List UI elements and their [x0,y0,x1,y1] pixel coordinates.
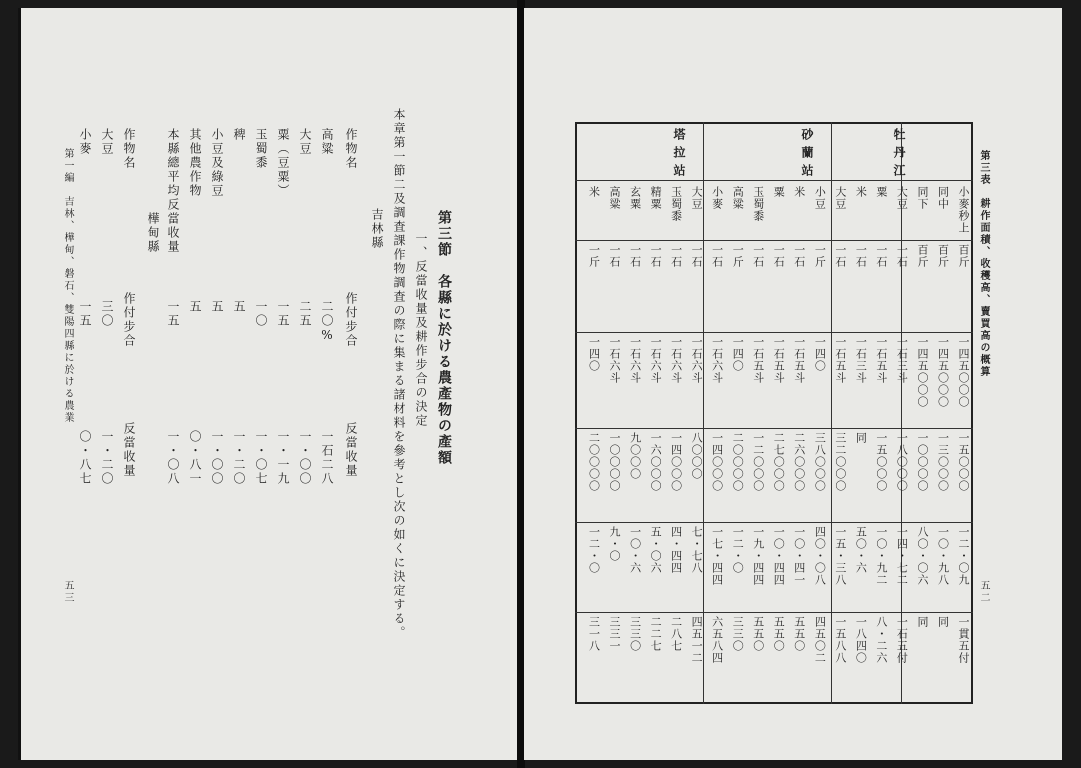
table-value: 一五〇〇〇 [874,432,888,492]
table-value: 一九・四四 [751,526,765,586]
table-value: 一四〇 [813,336,827,372]
table-value: 一二〇〇〇 [751,432,765,492]
header-crop: 作物名 [344,128,358,170]
crop-yield: 一石二八 [320,430,334,486]
crop-yield: 一・一九 [276,430,290,486]
table-value: 九・〇 [608,526,622,562]
table-value: 一七・四四 [710,526,724,586]
crop-name: 大豆 [100,128,114,156]
table-value: 一石三斗 [854,336,868,384]
table-value: 同 [936,616,950,628]
table-value: 一八四〇 [854,616,868,664]
table-value: 一〇・六 [628,526,642,574]
header-yield-2: 反當收量 [122,422,136,478]
table-row-line [575,332,973,333]
table-value: 一二・〇 [587,526,601,574]
table-value: 一石三斗 [895,336,909,384]
crop-header: 米 [792,186,806,198]
crop-yield: 一・二〇 [232,430,246,486]
table-value: 二八七 [669,616,683,652]
crop-ratio: 二五 [298,300,312,328]
table-row-line [575,428,973,429]
table-group-line [831,122,832,704]
table-value: 一五〇〇〇 [957,432,970,492]
crop-ratio: 五 [232,300,246,314]
table-value: 一石六斗 [649,336,663,384]
crop-header: 玉蜀黍 [669,186,683,222]
table-value: 一石 [608,244,622,268]
table-value: 一四〇〇〇 [669,432,683,492]
table-value: 一石 [628,244,642,268]
crop-ratio: 三〇 [100,300,114,328]
crop-header: 玄粟 [628,186,642,210]
table-value: 一四・七二 [895,526,909,586]
table-value: 一四五〇〇〇 [957,336,970,408]
table-value: 一四〇 [587,336,601,372]
table-value: 一〇・四一 [792,526,806,586]
table-value: 三八〇〇〇 [813,432,827,492]
table-value: 一〇・九二 [874,526,888,586]
table-row-line [575,240,973,241]
table-value: 一石六斗 [669,336,683,384]
crop-header: 粟 [772,186,786,198]
crop-header: 米 [587,186,601,198]
table-value: 一石 [895,244,909,268]
crop-name: 本縣總平均反當收量 [166,128,180,254]
table-value: 一石五斗 [874,336,888,384]
table-value: 一二・〇 [731,526,745,574]
table-value: 四五〇二 [813,616,827,664]
crop-ratio: 一五 [78,300,92,328]
subsection-heading: 一、反當收量及耕作步合の決定 [414,232,428,428]
crop-ratio: 一〇 [254,300,268,328]
crop-header: 高粱 [608,186,622,210]
table-value: 一六〇〇〇 [649,432,663,492]
table-value: 一斤 [813,244,827,268]
table-value: 二二七 [649,616,663,652]
table-value: 一貫五付 [957,616,970,664]
table-value: 百斤 [936,244,950,268]
table-row-line [575,180,973,181]
table-value: 一石 [833,244,847,268]
crop-header: 小豆 [813,186,827,210]
crop-yield: 〇・八七 [78,430,92,486]
province-huadian: 樺甸縣 [146,212,160,254]
table-value: 三三〇 [731,616,745,652]
table-value: 同 [915,616,929,628]
crop-header: 高粱 [731,186,745,210]
table-value: 三一八 [587,616,601,652]
table-value: 九〇〇〇 [628,432,642,480]
table-value: 一石 [669,244,683,268]
table-value: 一石五斗 [833,336,847,384]
crop-name: 玉蜀黍 [254,128,268,170]
crop-name: 小麥 [78,128,92,156]
crop-header: 粟 [874,186,888,198]
crop-header: 同中 [936,186,950,210]
table-value: 二六〇〇〇 [792,432,806,492]
group-label: 砂蘭站 [800,128,814,182]
crop-name: 其他農作物 [188,128,202,198]
table-value: 四・四四 [669,526,683,574]
table-value: 一石五斗 [751,336,765,384]
table-value: 一石五斗 [772,336,786,384]
table-value: 一斤 [731,244,745,268]
table-value: 一石 [854,244,868,268]
table-value: 一石五斗 [792,336,806,384]
crop-header: 小麥 [710,186,724,210]
header-ratio-2: 作付步合 [122,292,136,348]
table-value: 一石 [710,244,724,268]
table-value: 八〇・〇六 [915,526,929,586]
table-value: 一四〇〇〇 [710,432,724,492]
table-value: 一石六斗 [608,336,622,384]
crop-header: 玉蜀黍 [751,186,765,222]
table-value: 一石六斗 [628,336,642,384]
table-value: 一八〇〇〇 [895,432,909,492]
table-value: 一三〇〇〇 [936,432,950,492]
table-value: 一四五〇〇〇 [915,336,929,408]
province-jilin: 吉林縣 [370,208,384,250]
table-value: 五五〇 [792,616,806,652]
table-value: 五・〇六 [649,526,663,574]
table-value: 一石 [772,244,786,268]
table-value: 二七〇〇〇 [772,432,786,492]
table-value: 一二・〇九 [957,526,970,586]
table-value: 三三〇 [628,616,642,652]
crop-header: 小麥秒上 [957,186,970,234]
table-value: 一〇・四四 [772,526,786,586]
table-value: 一五・三八 [833,526,847,586]
table-value: 一五八八 [833,616,847,664]
page-number: 五三 [62,580,73,604]
crop-yield: 一・〇七 [254,430,268,486]
table-value: 一石六斗 [710,336,724,384]
table-value: 五五〇 [751,616,765,652]
table-value: 四五一二 [690,616,704,664]
table-value: 一石 [649,244,663,268]
crop-yield: 一・〇〇 [210,430,224,486]
table-row-line [575,612,973,613]
table-value: 五〇・六 [854,526,868,574]
crop-yield: 一・二〇 [100,430,114,486]
right-page-mark: 五二 [978,580,989,604]
crop-header: 同下 [915,186,929,210]
table-value: 三三一 [608,616,622,652]
table-value: 一四〇 [731,336,745,372]
crop-yield: 一・〇八 [166,430,180,486]
crop-name: 大豆 [298,128,312,156]
crop-yield: 一・〇〇 [298,430,312,486]
table-value: 一四五〇〇〇 [936,336,950,408]
crop-ratio: 五 [188,300,202,314]
table-value: 八・二六 [874,616,888,664]
table-value: 一石 [792,244,806,268]
table-row-line [575,522,973,523]
table-value: 八〇〇〇 [690,432,704,480]
crop-header: 大豆 [690,186,704,210]
table-value: 二〇〇〇〇 [731,432,745,492]
crop-name: 高粱 [320,128,334,156]
crop-ratio: 一五 [166,300,180,328]
table-value: 五五〇 [772,616,786,652]
page-footer: 第一編 吉林、樺甸、磐石、雙陽四縣に於ける農業 [62,148,73,424]
table-value: 一〇〇〇〇 [915,432,929,492]
table-value: 七・七八 [690,526,704,574]
crop-ratio: 二〇% [320,300,334,344]
table-value: 百斤 [957,244,970,268]
table-value: 同 [854,432,868,444]
crop-name: 小豆及綠豆 [210,128,224,198]
table-value: 一石六斗 [690,336,704,384]
table-value: 二〇〇〇〇 [587,432,601,492]
header-crop-2: 作物名 [122,128,136,170]
header-yield: 反當收量 [344,422,358,478]
crop-header: 大豆 [895,186,909,210]
crop-yield: 〇・八一 [188,430,202,486]
crop-ratio: 五 [210,300,224,314]
table-value: 一〇〇〇〇 [608,432,622,492]
table-value: 四〇・〇八 [813,526,827,586]
table-value: 三二〇〇〇 [833,432,847,492]
group-label: 塔拉站 [672,128,686,182]
table-value: 六五八四 [710,616,724,664]
crop-name: 稗 [232,128,246,142]
table-value: 一石 [751,244,765,268]
crop-header: 大豆 [833,186,847,210]
intro-text: 本章第一節二及調査課作物調査の際に集まる諸材料を參考とし次の如くに決定する。 [392,108,406,640]
crop-header: 精粟 [649,186,663,210]
table-value: 一〇・九八 [936,526,950,586]
crop-name: 粟（豆粟） [276,128,290,198]
table-value: 一石五付 [895,616,909,664]
table-value: 百斤 [915,244,929,268]
table-value: 一石 [690,244,704,268]
group-label: 牡丹江 [892,128,906,182]
table-value: 一石 [874,244,888,268]
table-title: 第三表 耕作面積、收穫高、賣買高の概算 [978,150,989,378]
table-group-line [703,122,704,704]
section-title: 第三節 各縣に於ける農產物の產額 [436,210,452,466]
header-ratio: 作付步合 [344,292,358,348]
crop-header: 米 [854,186,868,198]
crop-ratio: 一五 [276,300,290,328]
table-value: 一斤 [587,244,601,268]
